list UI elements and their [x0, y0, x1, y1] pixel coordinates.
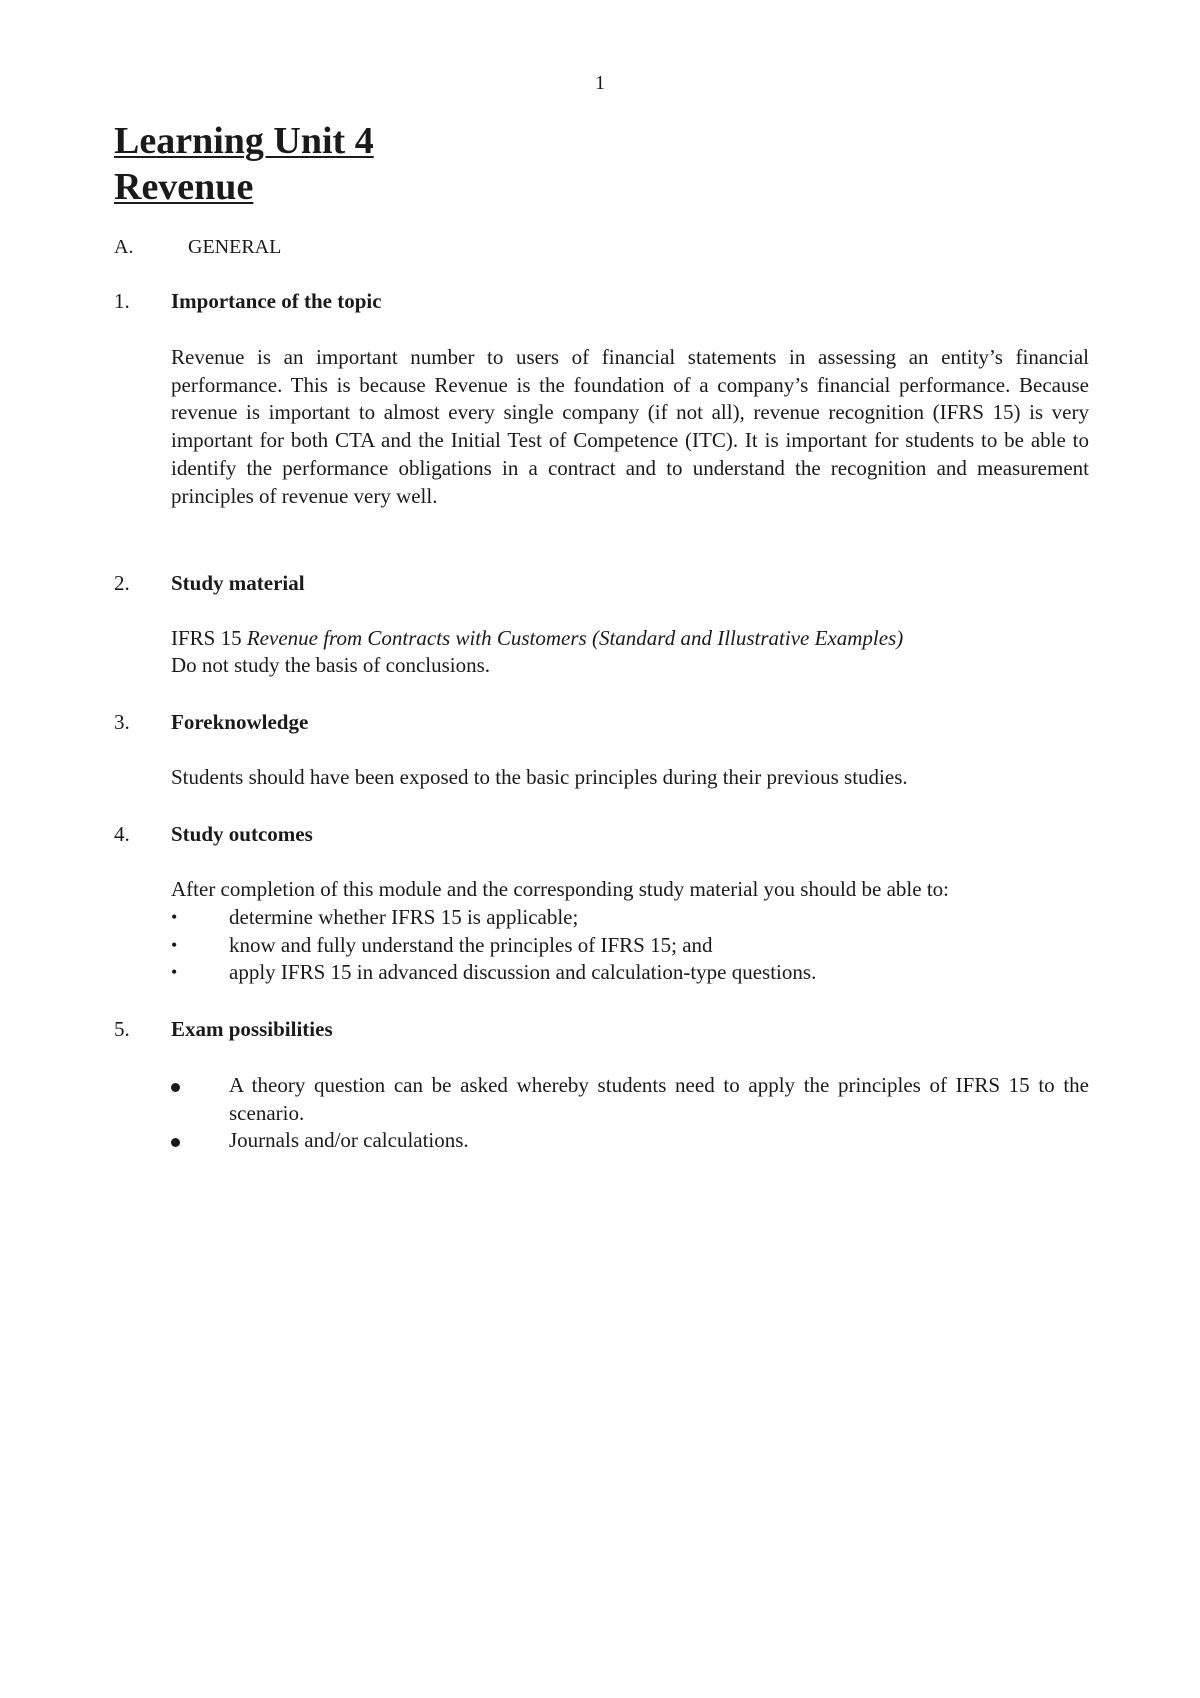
list-item-text: know and fully understand the principles of IFRS 15; and — [229, 933, 713, 957]
heading-text: Exam possibilities — [171, 1017, 333, 1041]
standard-code: IFRS 15 — [171, 626, 247, 650]
importance-paragraph: Revenue is an important number to users of financial statements in assessing an entity’s financial performance. This is because Revenue is the foundation of a company’s financial performance. Because revenue is important to almost every single company (if not all), revenue recognition (IFRS 15) is very important for both CTA and the Initial Test of Competence (ITC). It is important for students to be able to identify the performance obligations in a contract and to understand the recognition and measurement principles of revenue very well. — [171, 345, 1089, 508]
list-item-text: determine whether IFRS 15 is applicable; — [229, 905, 579, 929]
heading-text: Foreknowledge — [171, 710, 309, 734]
bullet-mark: • — [171, 907, 178, 927]
document-title-line2: Revenue — [114, 166, 254, 208]
document-title-line1: Learning Unit 4 — [114, 120, 374, 162]
heading-text: Importance of the topic — [171, 289, 382, 313]
foreknowledge-text: Students should have been exposed to the basic principles during their previous studies. — [171, 765, 908, 789]
heading-number: 1. — [114, 289, 130, 313]
study-outcomes-intro: After completion of this module and the corresponding study material you should be able to: — [171, 877, 949, 901]
bullet-dot-icon — [171, 1127, 180, 1155]
heading-number: 2. — [114, 571, 130, 595]
bullet-dot-icon — [171, 1072, 180, 1100]
list-item-text: apply IFRS 15 in advanced discussion and calculation-type questions. — [229, 960, 817, 984]
page-number: 1 — [595, 72, 605, 94]
heading-text: Study material — [171, 571, 305, 595]
heading-number: 3. — [114, 710, 130, 734]
section-letter: A. — [114, 236, 134, 258]
list-item-text: Journals and/or calculations. — [229, 1128, 469, 1152]
study-material-standard-line — [171, 626, 903, 651]
heading-number: 4. — [114, 822, 130, 846]
heading-text: Study outcomes — [171, 822, 313, 846]
section-name: GENERAL — [188, 236, 282, 258]
study-material-note: Do not study the basis of conclusions. — [171, 653, 491, 677]
bullet-mark: • — [171, 935, 178, 955]
list-item-text: A theory question can be asked whereby students need to apply the principles of IFRS 15 to the scenario. — [229, 1073, 1089, 1125]
standard-title: Revenue from Contracts with Customers (Standard and Illustrative Examples) — [246, 626, 904, 650]
bullet-mark: • — [171, 962, 178, 982]
heading-number: 5. — [114, 1017, 130, 1041]
